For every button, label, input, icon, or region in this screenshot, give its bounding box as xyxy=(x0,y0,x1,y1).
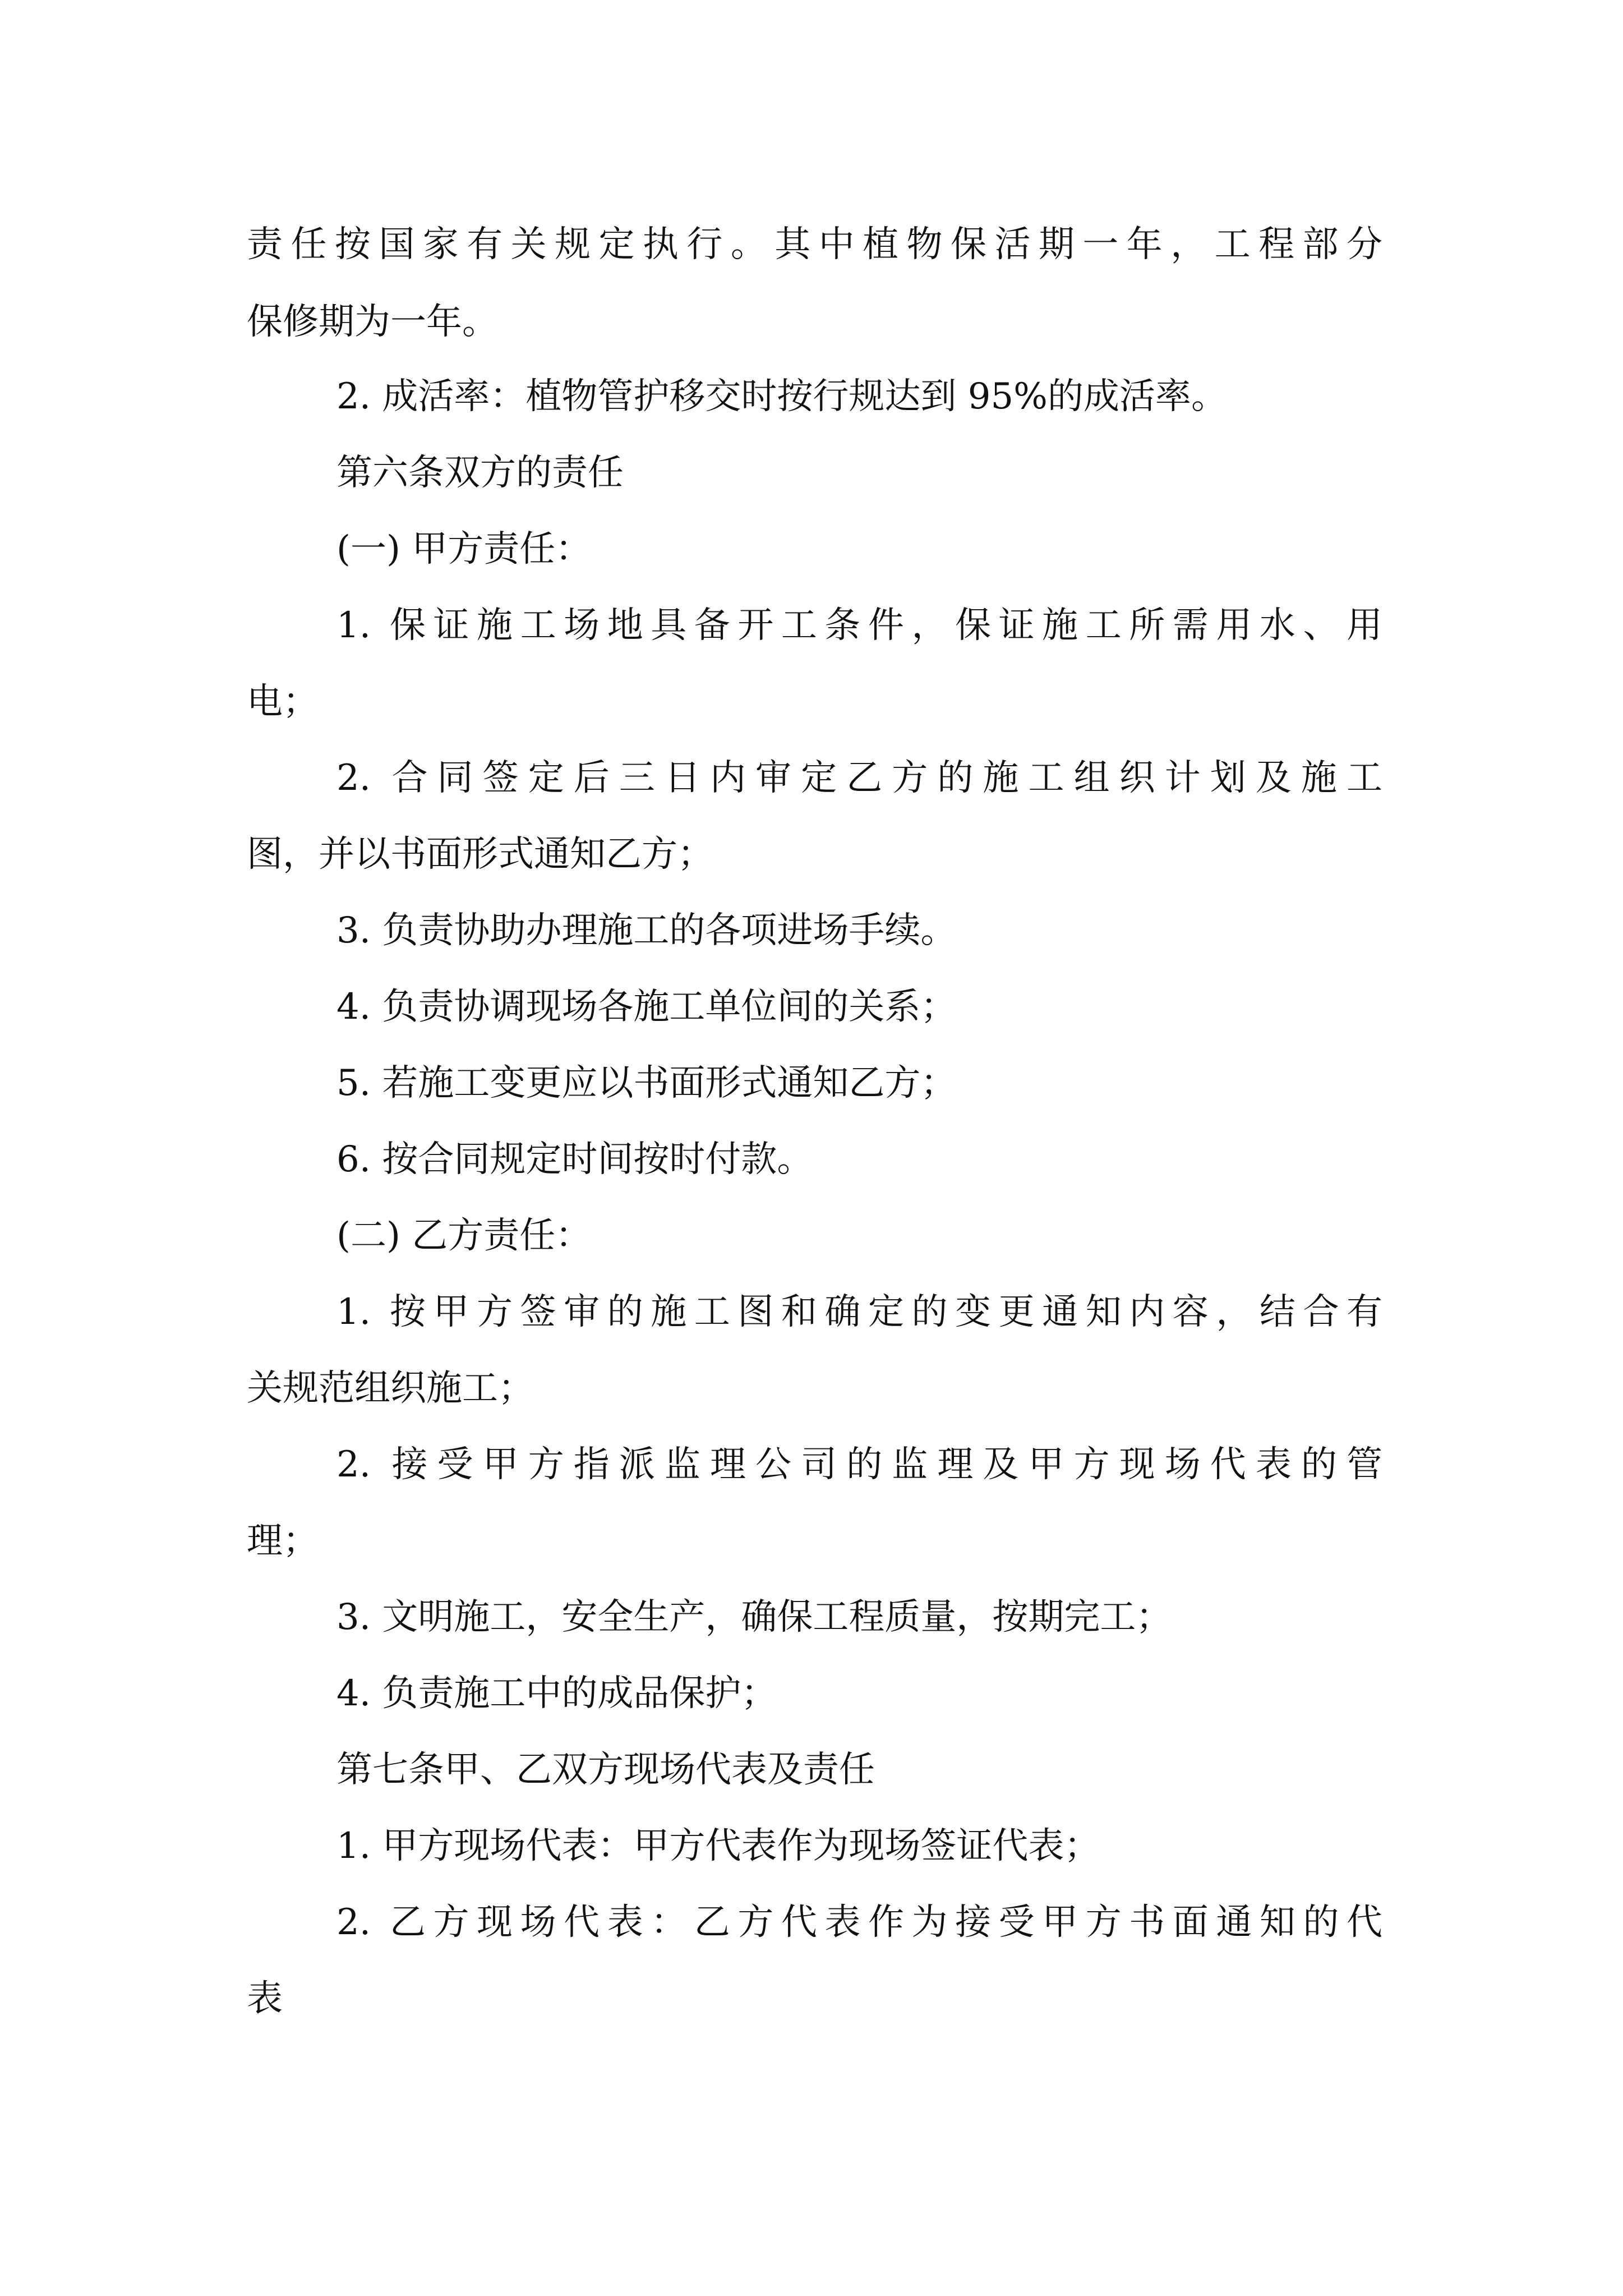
text-line: 4. 负责协调现场各施工单位间的关系； xyxy=(336,986,957,1028)
text-line: 第六条双方的责任 xyxy=(336,452,624,494)
text-line: 5. 若施工变更应以书面形式通知乙方； xyxy=(336,1062,957,1104)
text-line: 2. 成活率：植物管护移交时按行规达到 95%的成活率。 xyxy=(336,376,1227,417)
text-line: 表 xyxy=(247,1978,283,2019)
text-line: 关规范组织施工； xyxy=(247,1368,534,1409)
text-line: 2. 合同签定后三日内审定乙方的施工组织计划及施工 xyxy=(336,757,1382,799)
text-line: 3. 文明施工，安全生产，确保工程质量，按期完工； xyxy=(336,1596,1172,1638)
text-line: 保修期为一年。 xyxy=(247,301,498,343)
text-line: (一) 甲方责任： xyxy=(336,528,592,570)
text-line: 2. 接受甲方指派监理公司的监理及甲方现场代表的管 xyxy=(336,1444,1382,1485)
text-line: (二) 乙方责任： xyxy=(336,1215,592,1257)
text-line: 图，并以书面形式通知乙方； xyxy=(247,834,713,875)
text-line: 6. 按合同规定时间按时付款。 xyxy=(336,1139,813,1180)
text-line: 责任按国家有关规定执行。其中植物保活期一年，工程部分 xyxy=(247,224,1382,265)
text-line: 第七条甲、乙双方现场代表及责任 xyxy=(336,1749,875,1791)
text-line: 理； xyxy=(247,1520,319,1562)
text-line: 3. 负责协助办理施工的各项进场手续。 xyxy=(336,910,957,951)
text-line: 电； xyxy=(247,681,319,723)
text-line: 1. 按甲方签审的施工图和确定的变更通知内容，结合有 xyxy=(336,1291,1382,1333)
text-line: 1. 保证施工场地具备开工条件，保证施工所需用水、用 xyxy=(336,605,1382,646)
text-line: 4. 负责施工中的成品保护； xyxy=(336,1673,777,1714)
text-line: 1. 甲方现场代表：甲方代表作为现场签证代表； xyxy=(336,1825,1100,1867)
text-line: 2. 乙方现场代表：乙方代表作为接受甲方书面通知的代 xyxy=(336,1902,1382,1943)
